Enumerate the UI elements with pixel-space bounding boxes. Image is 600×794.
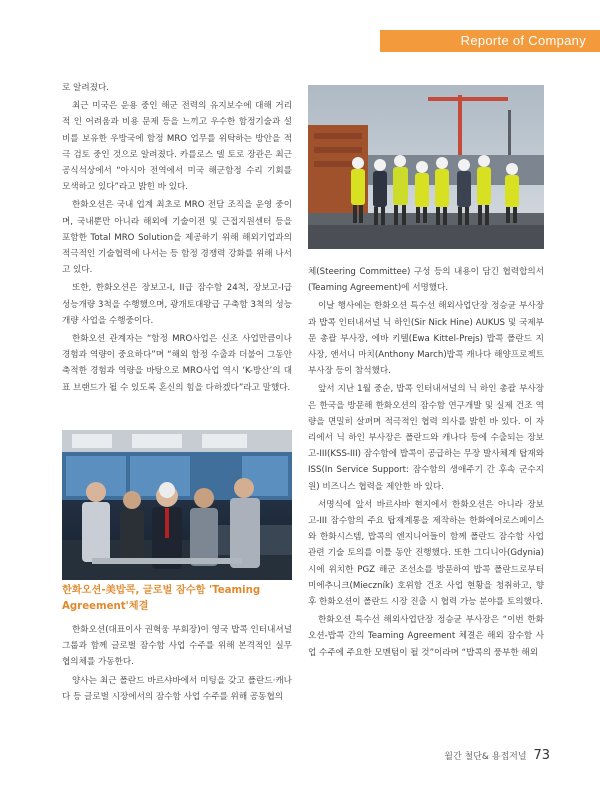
paragraph: 로 알려졌다. — [62, 83, 109, 93]
right-column — [308, 264, 544, 663]
paragraph: 또한, 한화오션은 장보고-I, II급 잠수함 24척, 장보고-I급 성능개량 3척을 수행했으며, 광개토대왕급 구축함 3척의 성능개량 사업을 수행중이다. — [62, 283, 292, 326]
paragraph: 한화오션 특수선 해외사업단장 정승균 부사장은 “이번 한화오션-밥콕 간의 Teaming Agreement 체결은 해외 잠수함 사업 수주에 주요한 모멘텀이 될 것”이라며 “밥콕의 풍부한 해외 — [308, 615, 544, 658]
paragraph: 앞서 지난 1월 중순, 밥콕 인터내셔널의 닉 하인 총괄 부사장은 한국을 방문해 한화오션의 잠수함 연구개발 및 실제 건조 역량을 면밀히 살펴며 적극적인 협력 의사를 밝힌 바 있다. 이 자리에서 닉 하인 부사장은 폴란드와 캐나다 등에 수출되는 장보고-III(KSS-III) 잠수함에 밥콕이 공급하는 무장 발사체계 탑재와 ISS(In Service Support: 잠수함의 생애주기 간 후속 군수지원) 비즈니스 협력을 제안한 바 있다. — [308, 384, 544, 492]
paragraph: 체(Steering Committee) 구성 등의 내용이 담긴 협력합의서(Teaming Agreement)에 서명했다. — [308, 267, 544, 294]
shipyard-photo — [308, 85, 544, 249]
left-column-bottom — [62, 622, 292, 707]
article-heading: 한화오션-美밥콕, 글로벌 잠수함 'Teaming Agreement'체결 — [62, 585, 261, 612]
section-banner — [380, 30, 600, 52]
paragraph: 한화오션은 국내 업계 최초로 MRO 전담 조직을 운영 중이며, 국내뿐만 아니라 해외에 기술이전 및 근접지원센터 등을 포함한 Total MRO Solution을 제공하기 위해 해외기업과의 적극적인 기술협력에 나서는 등 함정 경쟁력 강화를 위해 나서고 있다. — [62, 200, 292, 276]
page-footer — [400, 748, 550, 763]
paragraph: 이날 행사에는 한화오션 특수선 해외사업단장 정승균 부사장과 밥콕 인터내셔널 닉 하인(Sir Nick Hine) AUKUS 및 국제부문 총괄 부사장, 에바 키텔(Ewa Kittel-Prejs) 밥콕 폴란드 지사장, 앤서니 마치(Anthony March)밥콕 캐나다 해양프로젝트 부사장 등이 참석했다. — [308, 301, 544, 377]
paragraph: 한화오션 관계자는 “함정 MRO사업은 신조 사업만큼이나 경험과 역량이 중요하다”며 “해외 함정 수출과 더불어 그동안 축적한 경험과 역량을 바탕으로 MRO사업 역시 ‘K-방산’의 대표 브랜드가 될 수 있도록 혼신의 힘을 다하겠다”라고 말했다. — [62, 334, 292, 393]
section-label: Reporte of Company — [460, 33, 586, 48]
meeting-photo — [62, 430, 292, 580]
left-column-top — [62, 80, 292, 398]
meeting-photo-illustration — [62, 430, 292, 580]
shipyard-photo-illustration — [308, 85, 544, 249]
paragraph: 한화오션(대표이사 권혁웅 부회장)이 영국 밥콕 인터내셔널 그룹과 함께 글로벌 잠수함 사업 수주를 위해 본격적인 실무 협의체를 가동한다. — [62, 625, 292, 668]
magazine-name: 월간 철단& 용접저널 — [444, 752, 527, 762]
page-number: 73 — [533, 748, 550, 763]
paragraph: 최근 미국은 운용 중인 해군 전력의 유지보수에 대해 거리적 인 어려움과 비용 문제 등을 느끼고 우수한 함정기술과 설비를 보유한 우방국에 함정 MRO 업무를 위탁하는 방안을 적극 검토 중인 것으로 알려졌다. 카를로스 델 토로 장관은 최근 공식석상에서 “아시아 전역에서 미국 해군함정 수리 기회를 모색하고 있다”라고 밝힌 바 있다. — [62, 101, 292, 193]
paragraph: 양사는 최근 폴란드 바르샤바에서 미팅을 갖고 폴란드·캐나다 등 글로벌 시장에서의 잠수함 사업 수주를 위해 공동협의 — [62, 675, 292, 702]
paragraph: 서명식에 앞서 바르샤바 현지에서 한화오션은 아니라 장보고-III 잠수함의 주요 탑재계통을 제작하는 한화에어로스페이스와 한화시스템, 밥콕의 엔지니어들이 함께 폴란드 잠수함 사업 관련 기술 토의를 이틀 동안 진행했다. 또한 그디니아(Gdynia)시에 위치한 PGZ 해군 조선소를 방문하여 밥콕 폴란드로부터 미에추니크(Mieczník) 호위함 건조 사업 현황을 청취하고, 향후 한화오션이 폴란드 시장 진출 시 협력 가능 분야를 토의했다. — [308, 499, 544, 608]
